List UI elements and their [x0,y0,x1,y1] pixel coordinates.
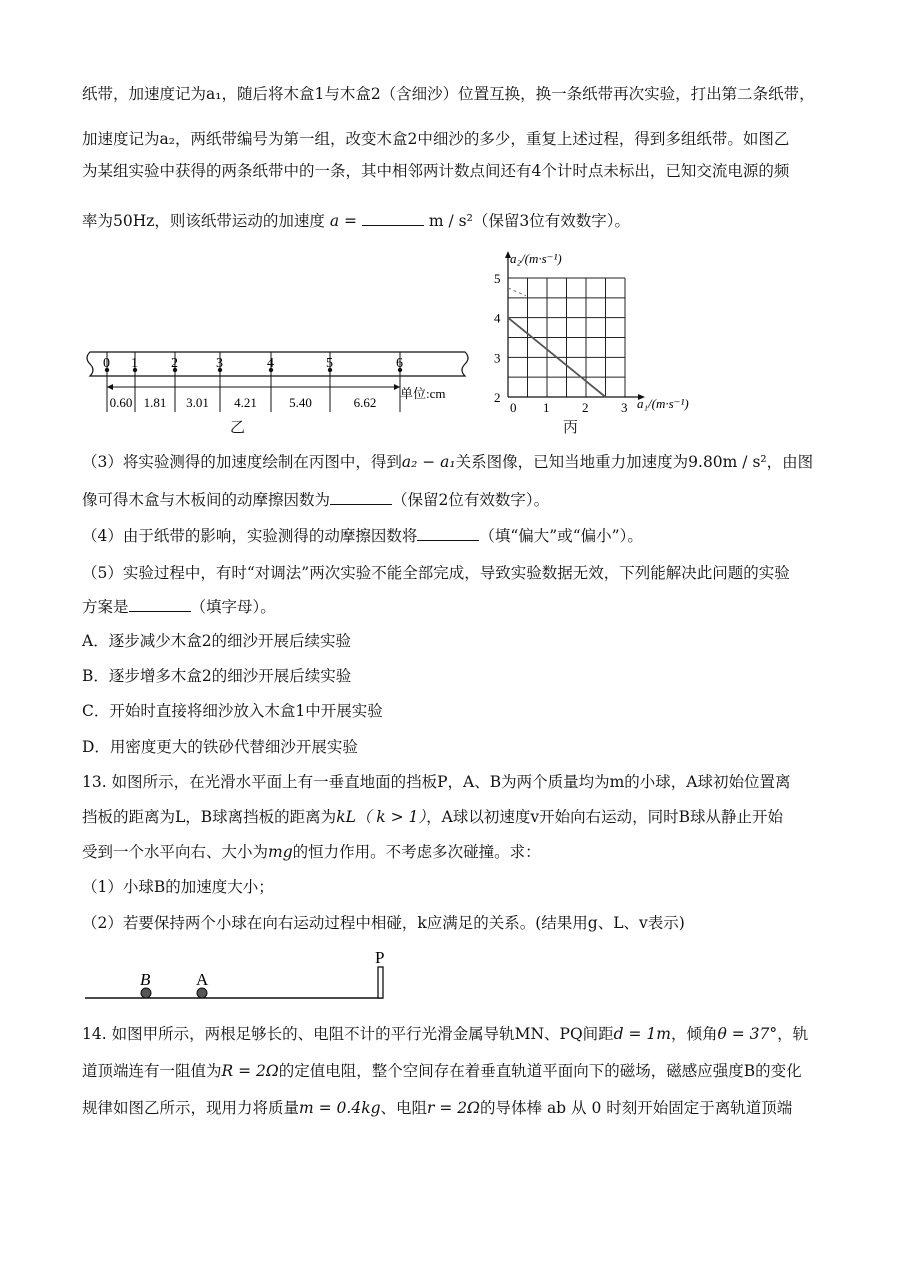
ytick-4: 4 [494,310,501,326]
xtick-3: 3 [621,400,628,415]
q13-mg: mg [268,843,293,861]
accel-symbol: a = [329,212,358,230]
q14-m: m = 0.4kg [299,1099,381,1117]
tape-segment-3: 4.21 [234,395,257,410]
tape-segment-2: 3.01 [186,395,209,410]
q14-text-1a: 14. 如图甲所示，两根足够长的、电阻不计的平行光滑金属导轨MN、PQ间距 [82,1025,614,1043]
q3-gravity: 9.80m / s² [688,453,767,471]
q14-text-2c: 的定值电阻，整个空间存在着垂直轨道平面向下的磁场，磁感应强度B的变化 [278,1062,802,1080]
xtick-2: 2 [582,400,589,415]
answer-blank-q4[interactable] [417,526,479,541]
q5-line2 [82,596,822,618]
q13-figure [80,945,400,1005]
q3-text-c: 关系图像，已知当地重力加速度为 [455,453,689,471]
q3-text-2a: 像可得木盒与木板间的动摩擦因数为 [82,491,331,509]
q14-text-3c: 、电阻 [380,1099,428,1117]
tape-point-4: 4 [267,356,274,371]
q13-text-3a: 受到一个水平向右、大小为 [82,843,269,861]
q13-text-2a: 挡板的距离为L，B球离挡板的距离为 [82,808,337,826]
ytick-5: 5 [494,271,501,286]
para1-line3: 为某组实验中获得的两条纸带中的一条，其中相邻两计数点间还有4个计时点未标出，已知交流电源的频 [82,162,790,180]
q14-theta: θ = 37° [717,1025,778,1043]
q14-line2 [82,1060,822,1082]
para1-line4-text: 率为50Hz，则该纸带运动的加速度 [82,212,325,230]
tape-figure [70,340,470,440]
label-b: B [140,970,151,989]
q14-text-3e: 的导体棒 ab 从 0 时刻开始固定于离轨道顶端 [480,1099,793,1117]
q14-rr: r = 2Ω [427,1099,481,1117]
q14-line3 [82,1097,822,1119]
q3-a2-a1: a₂ − a₁ [401,453,456,471]
tape-segment-4: 5.40 [289,395,312,410]
graph-caption: 丙 [563,418,579,436]
option-a: A．逐步减少木盒2的细沙开展后续实验 [82,632,352,650]
answer-blank-accel[interactable] [362,211,424,226]
tape-point-5: 5 [326,356,333,371]
q5-line1: （5）实验过程中，有时“对调法”两次实验不能全部完成，导致实验数据无效，下列能解决此问题的实验 [82,564,790,582]
para1-line4 [82,210,822,232]
tape-segment-1: 1.81 [143,395,167,410]
q13-line1: 13. 如图所示，在光滑水平面上有一垂直地面的挡板P，A、B为两个质量均为m的小球，A球初始位置离 [82,773,791,791]
q4-text-b: （填“偏大”或“偏小”）。 [479,527,643,545]
ball-b [141,988,151,998]
q13-line2 [82,806,822,828]
q13-text-3c: 的恒力作用。不考虑多次碰撞。求： [292,843,541,861]
graph-ylabel: a₂/(m·s⁻¹) [510,251,562,266]
q3-text-a: （3）将实验测得的加速度绘制在丙图中，得到 [82,453,402,471]
q3-text-e: ，由图 [766,453,814,471]
q14-line1 [82,1023,822,1045]
graph-figure [480,245,720,415]
option-c: C．开始时直接将细沙放入木盒1中开展实验 [82,702,383,720]
q14-d: d = 1m [613,1025,671,1043]
tape-point-0: 0 [103,356,110,371]
q14-text-3a: 规律如图乙所示，现用力将质量 [82,1099,300,1117]
q14-text-2a: 道顶端连有一阻值为 [82,1062,222,1080]
q4-line [82,525,822,547]
ball-a [197,988,207,998]
q3-line1 [82,451,822,473]
option-b: B．逐步增多木盒2的细沙开展后续实验 [82,667,352,685]
dash-segment [508,288,526,296]
tape-point-6: 6 [396,356,403,371]
q14-text-1c: ，倾角 [670,1025,718,1043]
tape-point-2: 2 [171,356,178,371]
q13-sub2: （2）若要保持两个小球在向右运动过程中相碰，k应满足的关系。(结果用g、L、v表示) [82,914,685,932]
barrier-p [378,967,383,998]
q4-text-a: （4）由于纸带的影响，实验测得的动摩擦因数将 [82,527,418,545]
q3-text-2b: （保留2位有效数字）。 [392,491,550,509]
q13-sub1: （1）小球B的加速度大小； [82,878,274,896]
q14-text-1e: ，轨 [777,1025,809,1043]
answer-blank-mu[interactable] [330,490,392,505]
ytick-2: 2 [494,390,501,405]
xtick-0: 0 [510,400,517,415]
xtick-1: 1 [543,400,550,415]
q14-r: R = 2Ω [221,1062,279,1080]
answer-blank-q5[interactable] [129,597,191,612]
tape-unit: 单位:cm [400,386,446,401]
para1-line2: 加速度记为a₂，两纸带编号为第一组，改变木盒2中细沙的多少，重复上述过程，得到多组纸带。如图乙 [82,130,790,148]
tape-segment-5: 6.62 [353,395,377,410]
option-d: D．用密度更大的铁砂代替细沙开展实验 [82,738,358,756]
q13-text-2c: ，A球以初速度v开始向右运动，同时B球从静止开始 [426,808,783,826]
para1-line1: 纸带，加速度记为a₁，随后将木盒1与木盒2（含细沙）位置互换，换一条纸带再次实验，打出第二条纸带， [82,85,815,103]
tape-caption: 乙 [230,418,246,436]
graph-xlabel: a₁/(m·s⁻¹) [637,396,689,411]
q3-line2 [82,489,822,511]
q5-text-b: （填字母）。 [190,598,276,616]
tape-point-3: 3 [216,356,223,371]
tape-point-1: 1 [131,356,138,371]
ytick-3: 3 [494,350,501,366]
label-a: A [196,970,209,989]
accel-unit: m / s²（保留3位有效数字）。 [428,212,630,230]
q13-kl: kL（ k > 1） [336,808,427,826]
q5-text-a: 方案是 [82,598,129,616]
label-p: P [375,948,385,967]
tape-segment-0: 0.60 [109,395,133,410]
q13-line3 [82,841,822,863]
